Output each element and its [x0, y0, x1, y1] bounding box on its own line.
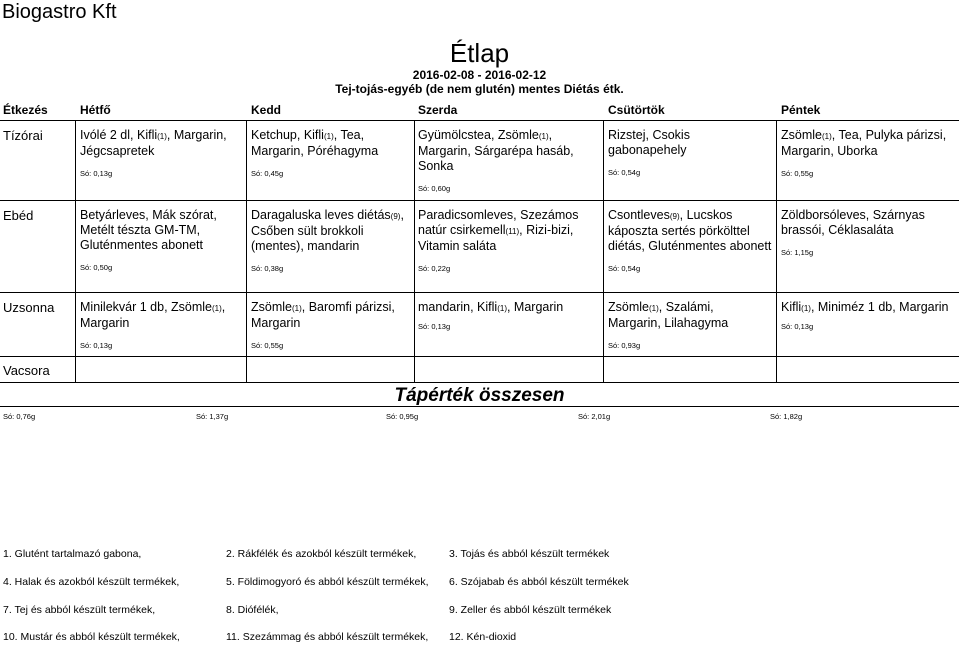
- total-salt-tuesday: Só: 1,37g: [196, 412, 229, 421]
- col-header-tuesday: Kedd: [251, 103, 281, 117]
- menu-cell: [608, 128, 728, 177]
- menu-title: Étlap: [449, 38, 510, 68]
- salt-value: Só: 0,55g: [781, 169, 814, 178]
- salt-value: Só: 0,60g: [418, 184, 451, 193]
- dish-text: Zsömle: [608, 300, 649, 314]
- meal-label-uzsonna: Uzsonna: [3, 300, 55, 315]
- grid-line: [0, 356, 959, 357]
- dish-text: , Lucskos káposzta sertés pörkölttel diétás, Gluténmentes abonett: [608, 208, 772, 253]
- dish-text: , Baromfi párizsi, Margarin: [251, 300, 395, 330]
- menu-cell: [608, 208, 773, 273]
- allergen-code: (1): [821, 132, 832, 141]
- dish-text: , Margarin: [506, 300, 564, 314]
- salt-value: Só: 0,55g: [251, 341, 284, 350]
- salt-value: Só: 0,13g: [80, 169, 113, 178]
- legend-item: 8. Diófélék,: [226, 604, 279, 616]
- dish-text: , Rizi-bizi, Vitamin saláta: [418, 223, 574, 253]
- dish-text: , Tea, Pulyka párizsi, Margarin, Uborka: [781, 128, 947, 158]
- legend-item: 2. Rákfélék és azokból készült termékek,: [226, 548, 417, 560]
- allergen-code: (1): [801, 304, 811, 313]
- allergen-code: (1): [291, 304, 302, 313]
- dish-text: Ivólé 2 dl, Kifli: [80, 128, 158, 142]
- date-range: 2016-02-08 - 2016-02-12: [412, 68, 547, 82]
- grid-line: [603, 120, 604, 382]
- menu-cell: [418, 300, 598, 331]
- total-salt-wednesday: Só: 0,95g: [386, 412, 419, 421]
- col-header-meal: Étkezés: [3, 103, 48, 117]
- legend-item: 12. Kén-dioxid: [449, 631, 517, 643]
- menu-cell: [80, 128, 240, 178]
- allergen-code: (1): [497, 304, 507, 313]
- allergen-code: (1): [212, 304, 222, 313]
- grid-line: [246, 120, 247, 382]
- grid-line: [0, 406, 959, 407]
- meal-label-vacsora: Vacsora: [3, 363, 50, 378]
- menu-cell: [80, 208, 230, 272]
- dish-text: Rizstej, Csokis gabonapehely: [608, 128, 690, 157]
- allergen-code: (9): [390, 212, 401, 221]
- menu-cell: [418, 208, 590, 273]
- dish-text: , Margarin, Sárgarépa hasáb, Sonka: [418, 128, 574, 173]
- salt-value: Só: 0,13g: [80, 341, 113, 350]
- grid-line: [0, 382, 959, 383]
- dish-text: Kifli: [781, 300, 802, 314]
- allergen-code: (1): [157, 132, 167, 141]
- dish-text: Zöldborsóleves, Szárnyas brassói, Céklasaláta: [781, 208, 925, 237]
- dish-text: , Margarin: [80, 300, 226, 330]
- grid-line: [75, 120, 76, 382]
- menu-cell: [80, 300, 242, 350]
- diet-subtitle: Tej-tojás-egyéb (de nem glutén) mentes Diétás étk.: [335, 82, 624, 96]
- col-header-friday: Péntek: [781, 103, 821, 117]
- legend-item: 3. Tojás és abból készült termékek: [449, 548, 610, 560]
- col-header-wednesday: Szerda: [418, 103, 458, 117]
- legend-item: 11. Szezámmag és abból készült termékek,: [226, 631, 429, 643]
- salt-value: Só: 0,13g: [781, 322, 814, 331]
- dish-text: , Margarin, Jégcsapretek: [80, 128, 227, 158]
- dish-text: Csontleves: [608, 208, 670, 222]
- grid-line: [0, 292, 959, 293]
- dish-text: , Tea, Margarin, Póréhagyma: [251, 128, 379, 158]
- salt-value: Só: 0,22g: [418, 264, 451, 273]
- col-header-monday: Hétfő: [80, 103, 111, 117]
- legend-item: 10. Mustár és abból készült termékek,: [3, 631, 180, 643]
- dish-text: Zsömle: [251, 300, 292, 314]
- legend-item: 1. Glutént tartalmazó gabona,: [3, 548, 142, 560]
- dish-text: , Szalámi, Margarin, Lilahagyma: [608, 300, 729, 330]
- dish-text: Paradicsomleves, Szezámos natúr csirkemell: [418, 208, 579, 237]
- total-salt-thursday: Só: 2,01g: [578, 412, 611, 421]
- dish-text: Gyümölcstea, Zsömle: [418, 128, 539, 142]
- dish-text: mandarin, Kifli: [418, 300, 498, 314]
- salt-value: Só: 0,54g: [608, 168, 641, 177]
- salt-value: Só: 0,54g: [608, 264, 641, 273]
- menu-cell: [608, 300, 768, 350]
- menu-cell: [781, 128, 957, 178]
- allergen-code: (1): [323, 132, 334, 141]
- menu-cell: [418, 128, 598, 193]
- allergen-code: (9): [669, 212, 680, 221]
- dish-text: Daragaluska leves diétás: [251, 208, 391, 222]
- allergen-code: (1): [648, 304, 659, 313]
- grid-line: [414, 120, 415, 382]
- menu-cell: [251, 128, 411, 178]
- dish-text: Minilekvár 1 db, Zsömle: [80, 300, 212, 314]
- grid-line: [0, 200, 959, 201]
- dish-text: , Csőben sült brokkoli (mentes), mandarin: [251, 208, 404, 253]
- grid-line: [776, 120, 777, 382]
- salt-value: Só: 0,93g: [608, 341, 641, 350]
- salt-value: Só: 0,13g: [418, 322, 451, 331]
- dish-text: Zsömle: [781, 128, 822, 142]
- legend-item: 4. Halak és azokból készült termékek,: [3, 576, 180, 588]
- nutrition-totals-title: Tápérték összesen: [394, 385, 565, 406]
- menu-cell: [781, 300, 957, 331]
- dish-text: Ketchup, Kifli: [251, 128, 324, 142]
- salt-value: Só: 1,15g: [781, 248, 814, 257]
- legend-item: 5. Földimogyoró és abból készült termékek,: [226, 576, 429, 588]
- salt-value: Só: 0,38g: [251, 264, 284, 273]
- col-header-thursday: Csütörtök: [608, 103, 665, 117]
- total-salt-monday: Só: 0,76g: [3, 412, 36, 421]
- legend-item: 7. Tej és abból készült termékek,: [3, 604, 156, 616]
- company-name: Biogastro Kft: [2, 1, 117, 23]
- total-salt-friday: Só: 1,82g: [770, 412, 803, 421]
- salt-value: Só: 0,45g: [251, 169, 284, 178]
- legend-item: 9. Zeller és abból készült termékek: [449, 604, 612, 616]
- menu-cell: [251, 208, 413, 273]
- allergen-code: (1): [538, 132, 549, 141]
- menu-cell: [781, 208, 946, 257]
- salt-value: Só: 0,50g: [80, 263, 113, 272]
- legend-item: 6. Szójabab és abból készült termékek: [449, 576, 629, 588]
- menu-cell: [251, 300, 411, 350]
- grid-line: [0, 120, 959, 121]
- meal-label-ebed: Ebéd: [3, 208, 34, 223]
- allergen-code: (11): [505, 227, 520, 236]
- dish-text: , Miniméz 1 db, Margarin: [810, 300, 949, 314]
- dish-text: Betyárleves, Mák szórat, Metélt tészta GM-TM, Gluténmentes abonett: [80, 208, 217, 252]
- meal-label-tizorai: Tízórai: [3, 128, 43, 143]
